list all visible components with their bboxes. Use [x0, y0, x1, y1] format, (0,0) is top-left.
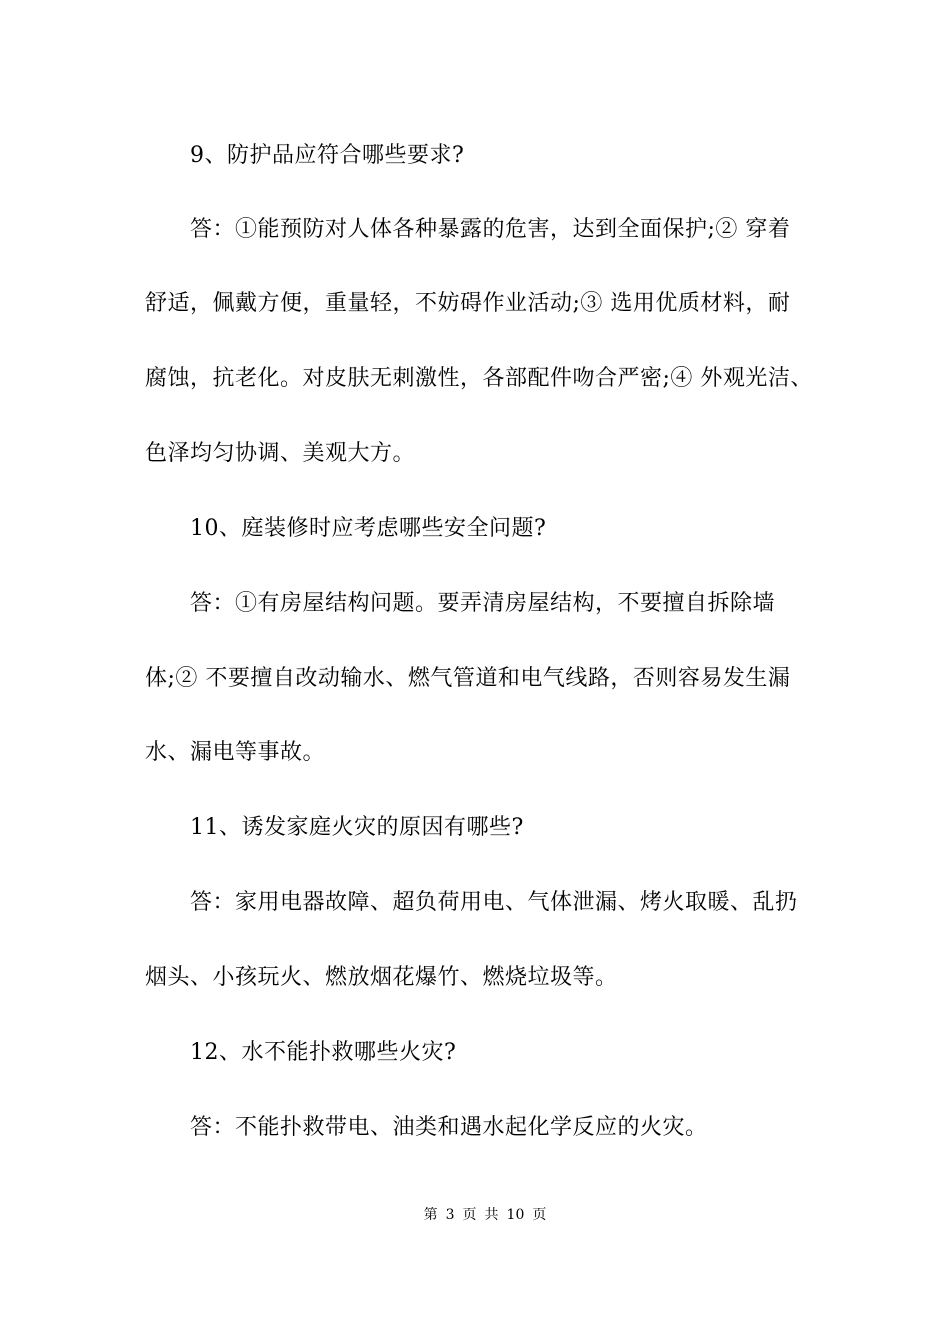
answer-10-line-1: 答：①有房屋结构问题。要弄清房屋结构，不要擅自拆除墙: [190, 591, 776, 616]
answer-9-line-4: 色泽均匀协调、美观大方。: [145, 441, 416, 466]
page-footer: [0, 1206, 950, 1224]
answer-10-line-2: 体;② 不要擅自改动输水、燃气管道和电气线路，否则容易发生漏: [145, 666, 791, 691]
answer-10-line-3: 水、漏电等事故。: [145, 740, 326, 765]
footer-suffix: 页: [532, 1207, 547, 1223]
question-10: 10、庭装修时应考虑哪些安全问题?: [190, 516, 547, 541]
question-12: 12、水不能扑救哪些火灾?: [190, 1040, 457, 1065]
footer-prefix: 第: [423, 1207, 438, 1223]
answer-11-line-2: 烟头、小孩玩火、燃放烟花爆竹、燃烧垃圾等。: [145, 965, 618, 990]
answer-11-line-1: 答：家用电器故障、超负荷用电、气体泄漏、烤火取暖、乱扔: [190, 890, 798, 915]
answer-9-line-1: 答：①能预防对人体各种暴露的危害，达到全面保护;② 穿着: [190, 217, 791, 242]
question-9: 9、防护品应符合哪些要求?: [190, 143, 465, 168]
footer-total-pages: 10: [506, 1207, 525, 1223]
answer-12: 答：不能扑救带电、油类和遇水起化学反应的火灾。: [190, 1115, 708, 1140]
footer-current-page: 3: [445, 1207, 455, 1223]
footer-page-word: 页: [462, 1207, 477, 1223]
question-11: 11、诱发家庭火灾的原因有哪些?: [190, 815, 524, 840]
answer-9-line-2: 舒适，佩戴方便，重量轻，不妨碍作业活动;③ 选用优质材料，耐: [145, 291, 791, 316]
answer-9-line-3: 腐蚀，抗老化。对皮肤无刺激性，各部配件吻合严密;④ 外观光洁、: [145, 366, 813, 391]
footer-total-prefix: 共: [484, 1207, 499, 1223]
